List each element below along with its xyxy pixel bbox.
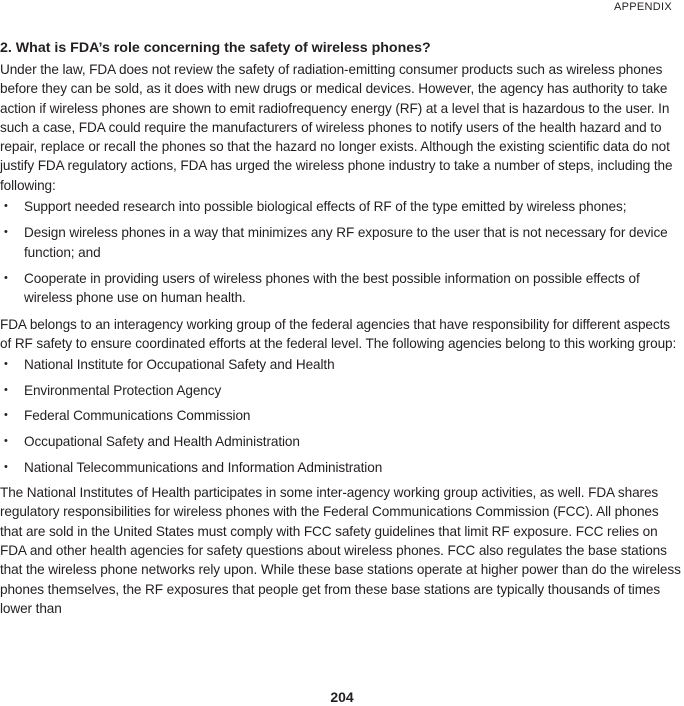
list-item: [0, 269, 682, 308]
paragraph-nih-fcc: The National Institutes of Health participates in some inter-agency working group activities, as well. FDA shares regulatory responsibilities for wireless phones with the Federal Communications Commission (FCC). All phones that are sold in the United States must comply with FCC safety guidelines that limit RF exposure. FCC relies on FDA and other health agencies for safety questions about wireless phones. FCC also regulates the base stations that the wireless phone networks rely upon. While these base stations operate at higher power than do the wireless phones themselves, the RF exposures that people get from these base stations are typically thousands of times lower than: [0, 485, 681, 616]
list-item: [0, 223, 682, 262]
bullet-icon: •: [4, 271, 8, 284]
list-item: [0, 355, 682, 374]
bullet-icon: •: [4, 460, 8, 473]
list-item-text: Occupational Safety and Health Administration: [24, 433, 300, 449]
bullet-icon: •: [4, 409, 8, 422]
list-item-text: Federal Communications Commission: [24, 408, 251, 424]
list-item: [0, 458, 682, 477]
bullet-icon: •: [4, 383, 8, 396]
list-item: [0, 432, 682, 451]
bullet-icon: •: [4, 358, 8, 371]
running-head: APPENDIX: [613, 1, 672, 13]
bullet-icon: •: [4, 434, 8, 447]
paragraph-working-group: FDA belongs to an interagency working group of the federal agencies that have responsibility for different aspects of RF safety to ensure coordinated efforts at the federal level. The following agencies belong to this working group:: [0, 316, 677, 351]
list-item-text: National Telecommunications and Information Administration: [24, 459, 383, 475]
agencies-list: [0, 355, 682, 477]
list-item: [0, 406, 682, 425]
bullet-icon: •: [4, 226, 8, 239]
paragraph-fda-role: Under the law, FDA does not review the safety of radiation-emitting consumer products such as wireless phones before they can be sold, as it does with new drugs or medical devices. However, the agency has authority to take action if wireless phones are shown to emit radiofrequency energy (RF) at a level that is hazardous to the user. In such a case, FDA could require the manufacturers of wireless phones to notify users of the health hazard and to repair, replace or recall the phones so that the hazard no longer exists. Although the existing scientific data do not justify FDA regulatory actions, FDA has urged the wireless phone industry to take a number of steps, including the following:: [0, 62, 673, 193]
list-item-text: Design wireless phones in a way that minimizes any RF exposure to the user that is not necessary for device function; and: [24, 225, 668, 260]
list-item: [0, 197, 682, 216]
page-content: [0, 38, 682, 618]
list-item-text: Environmental Protection Agency: [24, 382, 222, 398]
list-item-text: Support needed research into possible biological effects of RF of the type emitted by wireless phones;: [24, 199, 627, 215]
section-heading: 2. What is FDA’s role concerning the safety of wireless phones?: [0, 40, 431, 56]
bullet-icon: •: [4, 200, 8, 213]
page-number: 204: [330, 689, 354, 705]
list-item: [0, 381, 682, 400]
list-item-text: Cooperate in providing users of wireless phones with the best possible information on possible effects of wireless phone use on human health.: [24, 270, 640, 306]
industry-steps-list: [0, 197, 682, 307]
list-item-text: National Institute for Occupational Safety and Health: [24, 357, 335, 373]
